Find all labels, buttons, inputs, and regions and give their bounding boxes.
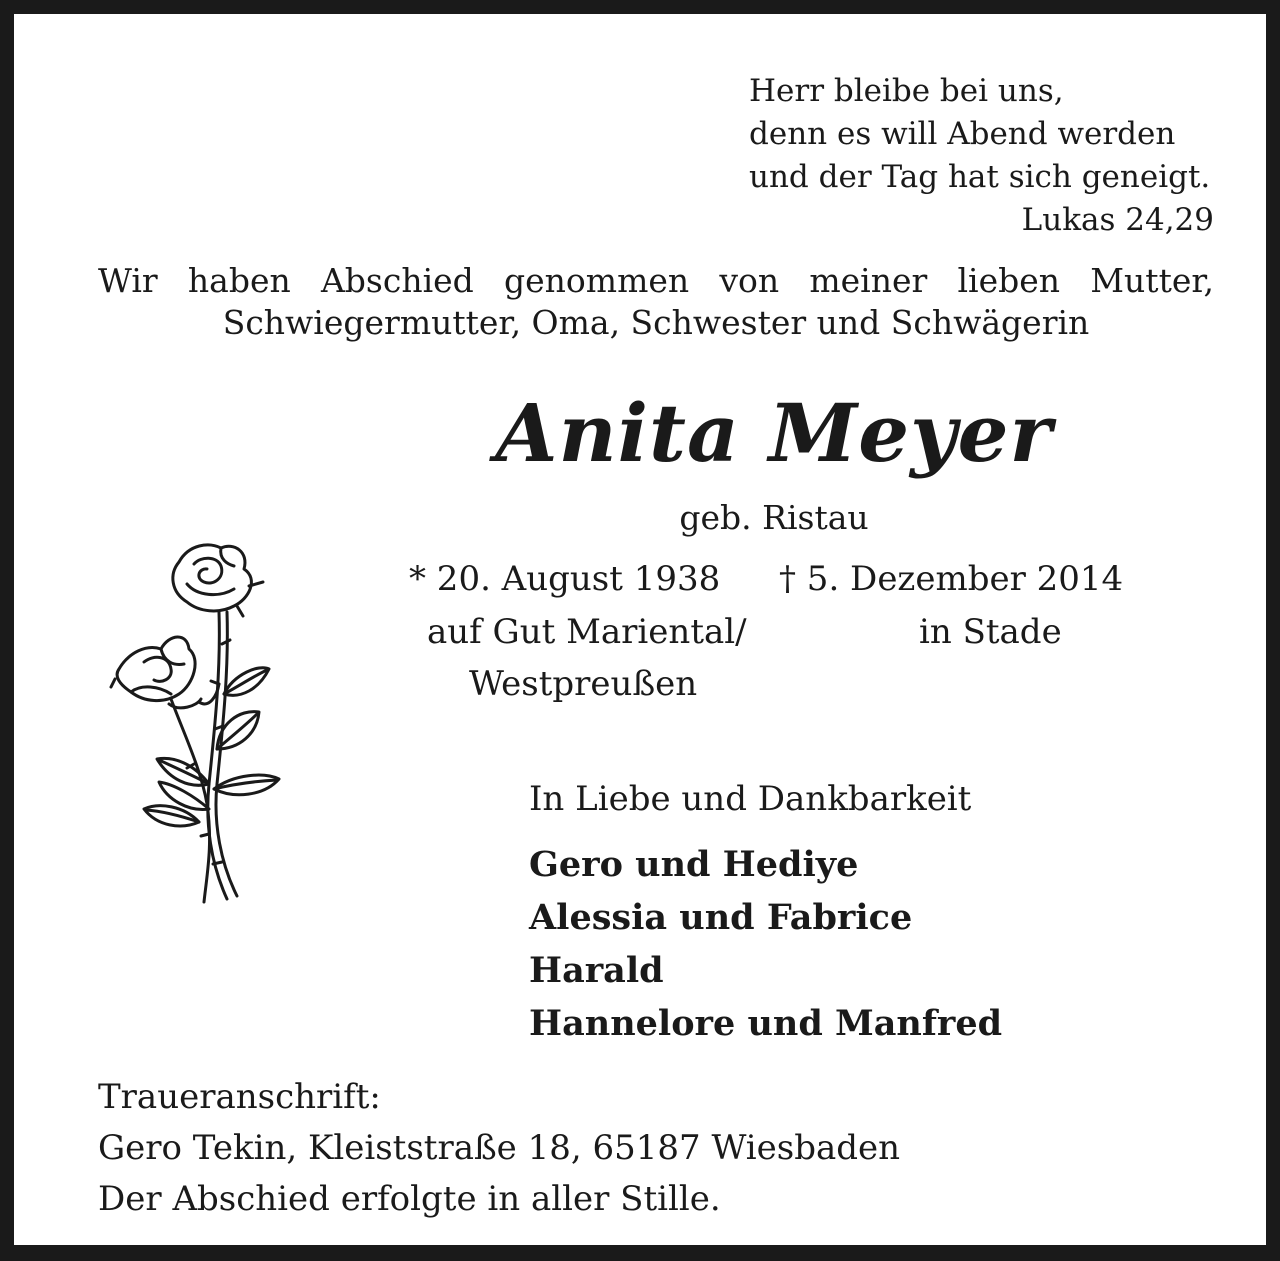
death-place: in Stade [919, 612, 1062, 652]
mourning-address [98, 1072, 900, 1225]
bible-verse [749, 70, 1214, 242]
thanks-line: In Liebe und Dankbarkeit [529, 779, 972, 819]
mourner-name: Harald [529, 950, 664, 991]
farewell-note: Der Abschied erfolgte in aller Stille. [98, 1179, 721, 1219]
birth-place-line-1: auf Gut Mariental/ [427, 612, 747, 652]
intro-text [98, 260, 1214, 344]
deceased-name: Anita Meyer [495, 386, 1053, 480]
birth-name: geb. Ristau [679, 498, 869, 537]
verse-line: und der Tag hat sich geneigt. [749, 159, 1211, 195]
verse-reference: Lukas 24,29 [1021, 202, 1214, 238]
rose-icon [109, 534, 299, 914]
address-line: Gero Tekin, Kleiststraße 18, 65187 Wiesbaden [98, 1128, 901, 1168]
death-date: † 5. Dezember 2014 [779, 559, 1124, 599]
address-label: Traueranschrift: [98, 1077, 381, 1117]
mourner-name: Alessia und Fabrice [529, 897, 913, 938]
intro-line-2: Schwiegermutter, Oma, Schwester und Schwägerin [222, 303, 1090, 342]
birth-date: * 20. August 1938 [409, 559, 721, 599]
verse-line: denn es will Abend werden [749, 116, 1176, 152]
verse-line: Herr bleibe bei uns, [749, 73, 1064, 109]
mourner-list [529, 838, 1002, 1050]
mourner-name: Hannelore und Manfred [529, 1003, 1003, 1044]
intro-line-1: Wir haben Abschied genommen von meiner lieben Mutter, [98, 261, 1214, 300]
mourner-name: Gero und Hediye [529, 844, 859, 885]
birth-place-line-2: Westpreußen [469, 664, 698, 704]
